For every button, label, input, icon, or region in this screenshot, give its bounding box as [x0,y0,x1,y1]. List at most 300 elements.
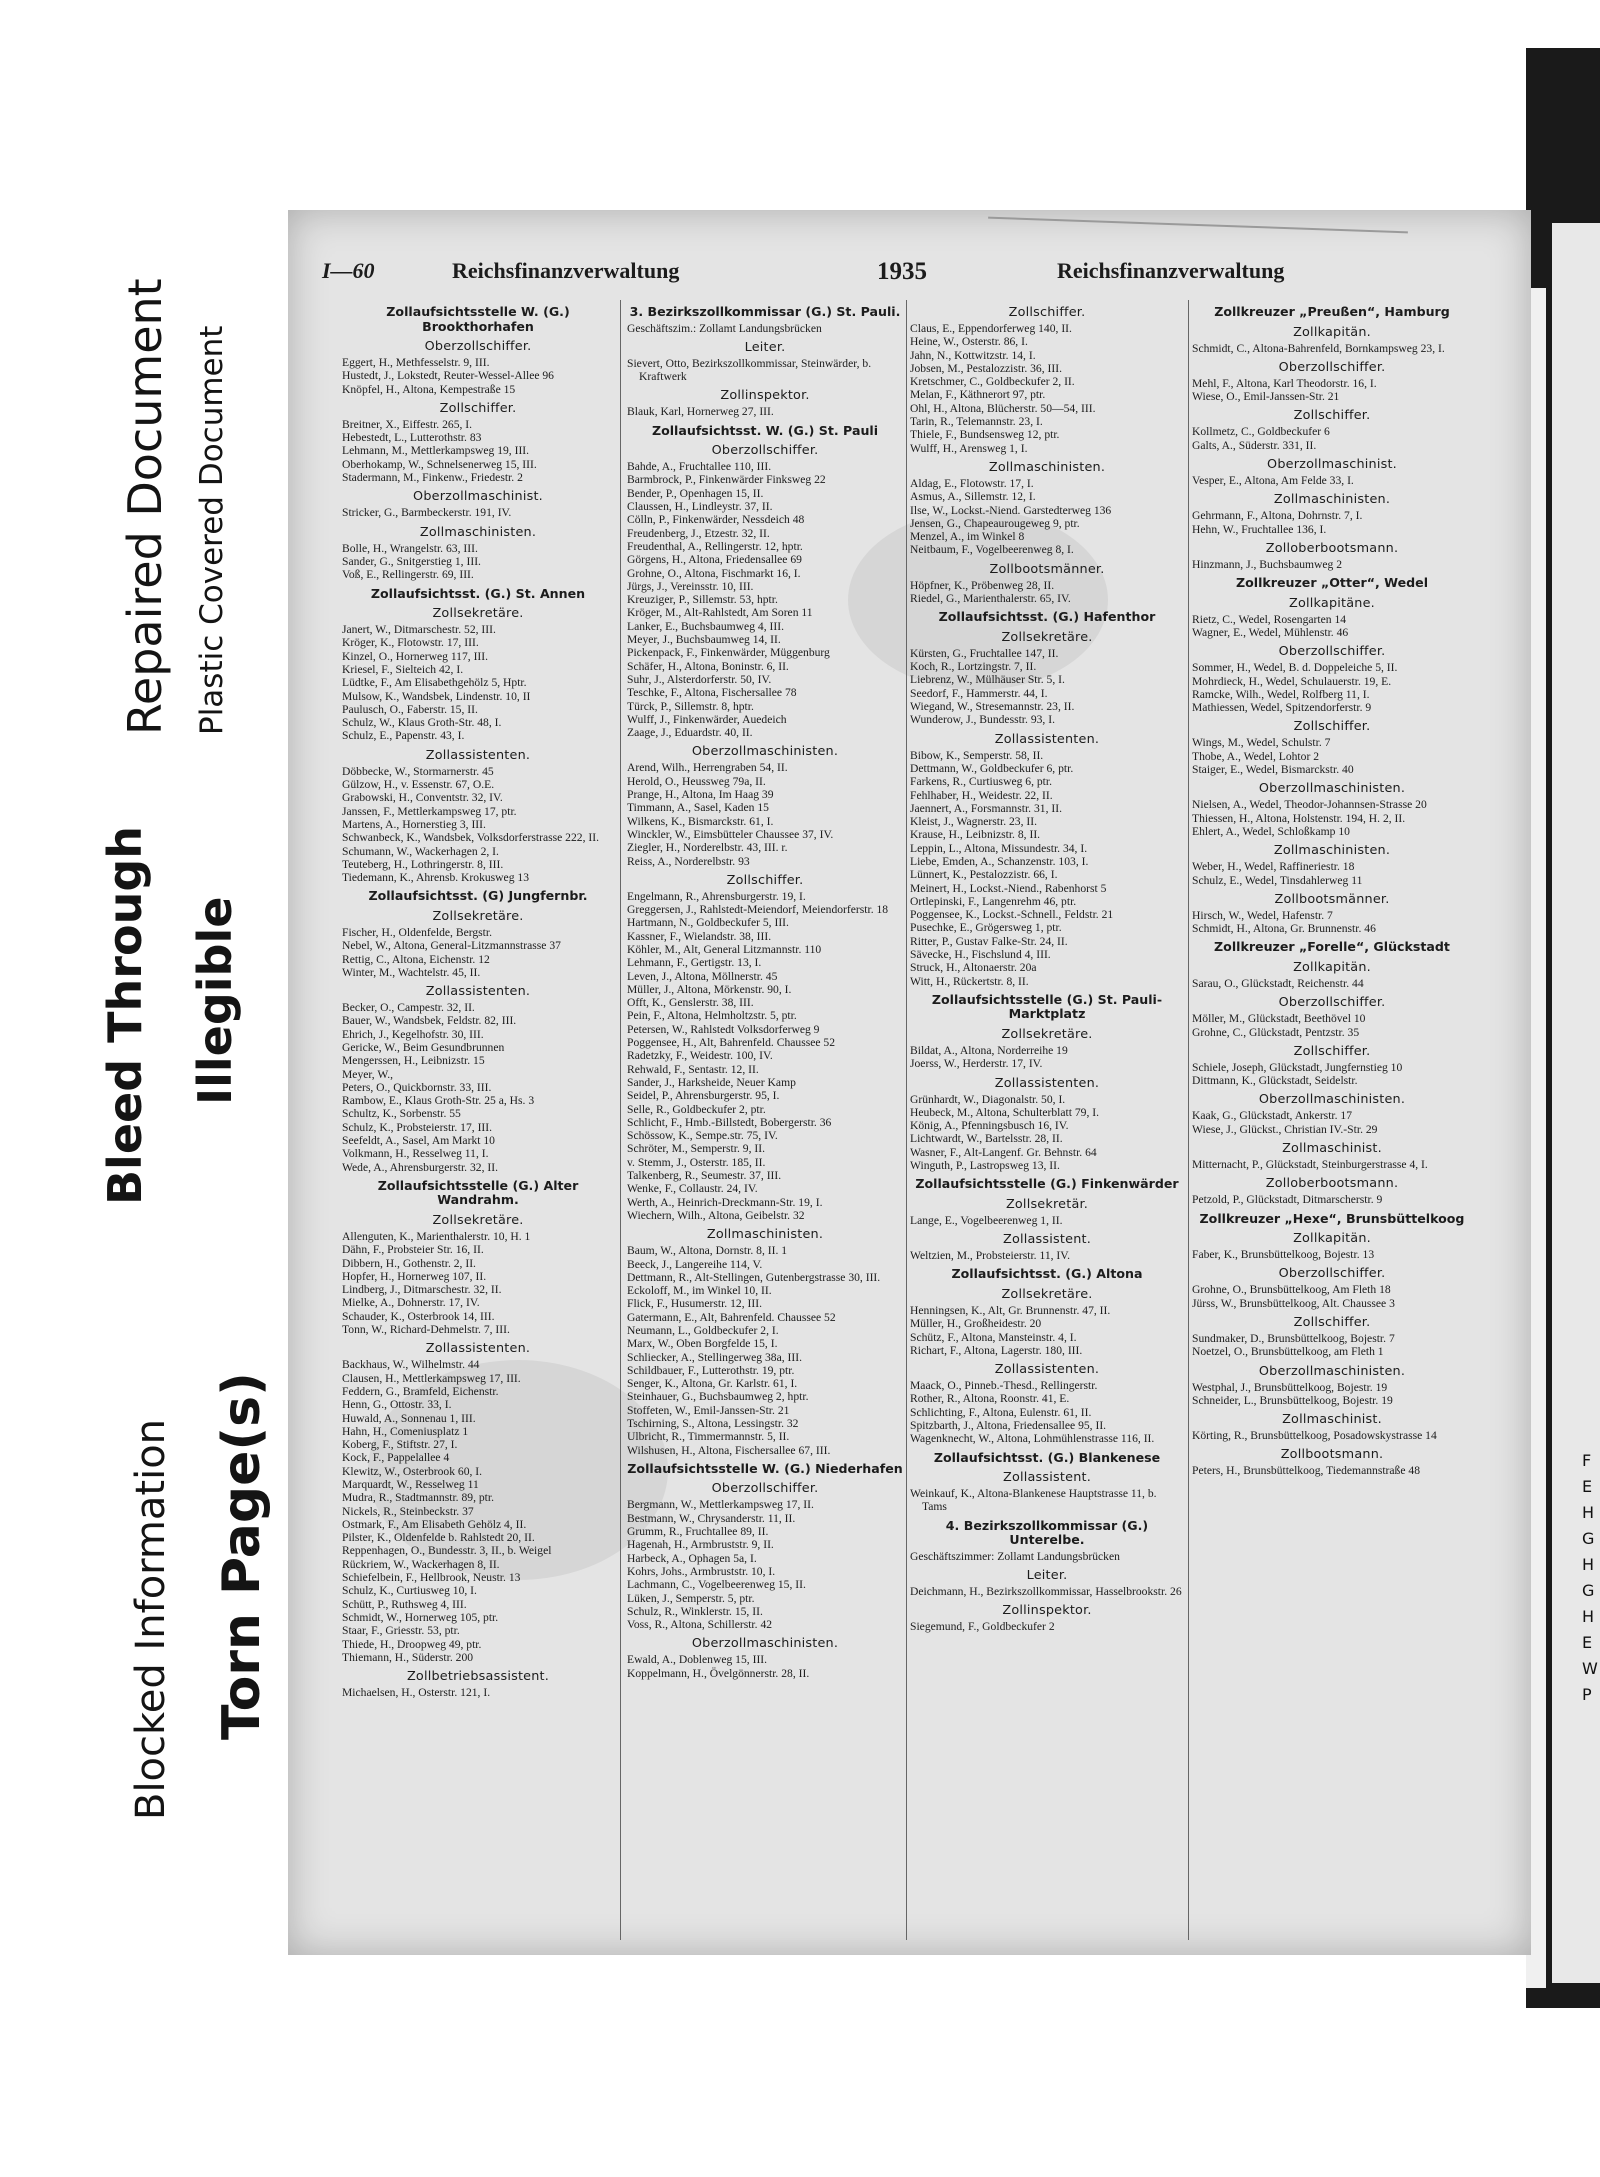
directory-entry: Körting, R., Brunsbüttelkoog, Posadowskystrasse 14 [1192,1429,1437,1443]
directory-entry: Jahn, N., Kottwitzstr. 14, I. [910,348,1036,362]
directory-entry: Offt, K., Genslerstr. 38, III. [627,996,754,1010]
directory-entry: Petersen, W., Rahlstedt Volksdorferweg 9 [627,1022,820,1036]
directory-entry: Grohne, O., Altona, Fischmarkt 16, I. [627,566,801,580]
directory-entry: Henningsen, K., Alt, Gr. Brunnenstr. 47, II. [910,1303,1111,1317]
directory-entry: Liebe, Emden, A., Schanzenstr. 103, I. [910,855,1089,868]
section-heading: Zollaufsichtsstelle (G.) Alter Wandrahm. [377,1177,579,1208]
directory-entry: Greggersen, J., Rahlstedt-Meiendorf, Meiendorferstr. 18 [627,903,889,917]
directory-entry: Lichtwardt, W., Bartelsstr. 28, II. [910,1132,1063,1146]
rank-subheading: Zollschiffer. [1008,305,1086,320]
directory-entry: Schulz, E., Wedel, Tinsdahlerweg 11 [1192,873,1363,887]
adjacent-page-letter: H [1582,1607,1595,1626]
rank-subheading: Zollassistenten. [994,731,1100,747]
directory-entry: Sommer, H., Wedel, B. d. Doppeleiche 5, II. [1192,661,1398,675]
directory-entry: Winguth, P., Lastropsweg 13, II. [910,1159,1060,1173]
directory-entry: Claussen, H., Lindleystr. 37, II. [627,500,773,514]
directory-entry: Huwald, A., Sonnenau 1, III. [342,1411,476,1425]
directory-entry: Melan, F., Käthnerort 97, ptr. [910,388,1046,402]
directory-entry: Poggensee, H., Alt, Bahrenfeld. Chaussee 52 [627,1036,836,1050]
directory-entry: Sundmaker, D., Brunsbüttelkoog, Bojestr. 7 [1192,1331,1395,1345]
directory-entry: Barmbrock, P., Finkenwärder Finksweg 22 [627,473,826,487]
directory-entry: Koch, R., Lortzingstr. 7, II. [910,660,1037,674]
rank-subheading: Zollsekretäre. [432,908,524,924]
adjacent-page-letter: G [1582,1529,1595,1548]
rank-subheading: Oberzollschiffer. [711,443,819,459]
directory-entry: Heine, W., Osterstr. 86, I. [910,335,1028,349]
directory-column-1 [342,300,614,1940]
directory-entry: Neitbaum, F., Vogelbeerenweg 8, I. [910,543,1074,557]
directory-entry: Schäfer, H., Altona, Boninstr. 6, II. [627,659,789,673]
adjacent-page-letter: G [1582,1581,1595,1600]
blocked-information-label: Blocked Information [128,1418,174,1820]
directory-entry: Klewitz, W., Osterbrook 60, I. [342,1464,483,1478]
directory-entry: Beeck, J., Langereihe 114, V. [627,1257,763,1271]
rank-subheading: Zollmaschinisten. [706,1227,824,1243]
directory-entry: Kriesel, F., Sielteich 42, I. [342,662,464,676]
torn-pages-label: Torn Page(s) [212,1372,272,1740]
directory-entry: Baum, W., Altona, Dornstr. 8, II. 1 [627,1244,788,1258]
directory-entry: Volkmann, H., Resselweg 11, I. [342,1147,489,1161]
directory-entry: Schlicht, F., Hmb.-Billstedt, Bobergerstr. 36 [627,1115,832,1129]
directory-entry: Gülzow, H., v. Essenstr. 67, O.E. [342,778,495,792]
directory-entry: Stricker, G., Barmbeckerstr. 191, IV. [342,506,512,520]
directory-entry: Mehl, F., Altona, Karl Theodorstr. 16, I. [1192,376,1377,390]
directory-entry: Aldag, E., Flotowstr. 17, I. [910,476,1034,490]
directory-entry: Wiegand, W., Stresemannstr. 23, II. [910,700,1075,714]
directory-entry: Fehlhaber, H., Weidestr. 22, II. [910,788,1053,802]
directory-entry: Weber, H., Wedel, Raffineriestr. 18 [1192,860,1355,874]
rank-subheading: Zollbootsmänner. [1274,891,1390,907]
directory-entry: Eggert, H., Methfesselstr. 9, III. [342,356,490,369]
rank-subheading: Zollinspektor. [1002,1603,1092,1619]
section-heading: Zollaufsichtsst. (G.) Blankenese [933,1449,1161,1465]
directory-entry: Ulbricht, R., Timmermannstr. 5, II. [627,1430,790,1444]
office-note: Geschäftszim.: Zollamt Landungsbrücken [627,321,822,335]
adjacent-page-letters [1582,1448,1600,1708]
section-heading: Zollaufsichtsstelle (G.) Finkenwärder [915,1176,1179,1192]
directory-entry: Thiede, H., Droopweg 49, ptr. [342,1637,482,1651]
directory-entry: Müller, H., Großheidestr. 20 [910,1317,1042,1331]
directory-entry: Tiedemann, K., Ahrensb. Krokusweg 13 [342,871,529,885]
directory-entry: Ramcke, Wilh., Wedel, Rolfberg 11, I. [1192,687,1370,701]
section-heading: Zollaufsichtsst. W. (G.) St. Pauli [651,422,879,438]
directory-entry: Ohl, H., Altona, Blücherstr. 50—54, III. [910,401,1096,415]
directory-entry: Schröter, M., Semperstr. 9, II. [627,1142,765,1156]
adjacent-page-letter: E [1582,1477,1593,1496]
directory-entry: Neumann, L., Goldbeckufer 2, I. [627,1324,779,1337]
directory-entry: Deichmann, H., Bezirkszollkommissar, Hasselbrookstr. 26 [910,1585,1182,1598]
directory-entry: Marx, W., Oben Borgfelde 15, I. [627,1337,778,1351]
directory-entry: Türck, P., Sillemstr. 8, hptr. [627,699,754,713]
directory-entry: Winter, M., Wachtelstr. 45, II. [342,965,481,979]
directory-entry: Voss, R., Altona, Schillerstr. 42 [627,1618,773,1632]
directory-entry: Wulff, H., Arensweg 1, I. [910,441,1028,455]
directory-entry: Hirsch, W., Wedel, Hafenstr. 7 [1192,908,1333,922]
directory-entry: Zaage, J., Eduardstr. 40, II. [627,726,753,740]
directory-entry: Michaelsen, H., Osterstr. 121, I. [342,1686,491,1700]
section-heading: Zollaufsichtsstelle W. (G.) Brookthorhafen [386,304,570,334]
rank-subheading: Zolloberbootsmann. [1265,1176,1399,1192]
section-heading: 4. Bezirkszollkommissar (G.) Unterelbe. [945,1517,1149,1548]
plastic-covered-label: Plastic Covered Document [194,325,230,735]
office-note: Geschäftszimmer: Zollamt Landungsbrücken [910,1549,1120,1563]
directory-entry: Sievert, Otto, Bezirkszollkommissar, Steinwärder, b. Kraftwerk [627,356,872,384]
rank-subheading: Oberzollschiffer. [1278,995,1386,1011]
directory-entry: Pusechke, E., Grögersweg 1, ptr. [910,921,1062,935]
illegible-label: Illegible [188,896,242,1105]
directory-entry: Suhr, J., Alsterdorferstr. 50, IV. [627,672,772,686]
directory-entry: Marquardt, W., Resselweg 11 [342,1478,479,1491]
directory-entry: Kassner, F., Wielandstr. 38, III. [627,929,772,943]
rank-subheading: Zollschiffer. [1293,408,1371,424]
directory-entry: Mielke, A., Dohnerstr. 17, IV. [342,1296,480,1310]
directory-entry: Farkens, R., Curtiusweg 6, ptr. [910,775,1053,789]
directory-entry: Steinhauer, G., Buchsbaumweg 2, hptr. [627,1390,809,1404]
directory-entry: Martens, A., Hornerstieg 3, III. [342,817,486,831]
directory-entry: Jaennert, A., Forsmannstr. 31, II. [910,801,1062,815]
directory-entry: Hartmann, N., Goldbeckufer 5, III. [627,916,789,930]
directory-entry: Wiese, J., Glückst., Christian IV.-Str. 29 [1192,1122,1378,1136]
directory-entry: Prange, H., Altona, Im Haag 39 [627,788,774,802]
directory-entry: Breitner, X., Eiffestr. 265, I. [342,417,473,431]
directory-entry: Engelmann, R., Ahrensburgerstr. 19, I. [627,889,806,903]
directory-entry: Dettmann, W., Goldbeckufer 6, ptr. [910,761,1074,775]
directory-entry: Lüken, J., Semperstr. 5, ptr. [627,1591,755,1605]
directory-entry: Lindberg, J., Ditmarschestr. 32, II. [342,1283,502,1297]
directory-entry: Gatermann, E., Alt, Bahrenfeld. Chaussee 52 [627,1310,836,1324]
section-heading: Zollaufsichtsst. (G.) Altona [951,1266,1143,1282]
directory-entry: Döbbecke, W., Stormarnerstr. 45 [342,764,494,778]
directory-entry: Lachmann, C., Vogelbeerenweg 15, II. [627,1578,806,1592]
directory-entry: Weltzien, M., Probsteierstr. 11, IV. [910,1249,1071,1263]
rank-subheading: Zollmaschinisten. [419,524,537,540]
directory-entry: Jürss, W., Brunsbüttelkoog, Alt. Chaussee 3 [1192,1296,1395,1310]
directory-entry: Schildbauer, F., Lutterothstr. 19, ptr. [627,1363,795,1377]
directory-entry: Dähn, F., Probsteier Str. 16, II. [342,1243,484,1257]
directory-entry: Wasner, F., Alt-Langenf. Gr. Behnstr. 64 [910,1145,1097,1159]
directory-entry: Becker, O., Campestr. 32, II. [342,1001,475,1015]
rank-subheading: Oberzollschiffer. [1278,359,1386,375]
directory-entry: Leppin, L., Altona, Missundestr. 34, I. [910,841,1088,855]
directory-entry: Nielsen, A., Wedel, Theodor-Johannsen-Strasse 20 [1192,798,1427,812]
directory-entry: Wunderow, J., Bundesstr. 93, I. [910,713,1055,727]
directory-entry: Wulff, J., Finkenwärder, Auedeich [627,712,787,726]
directory-entry: Schliecker, A., Stellingerweg 38a, III. [627,1350,802,1364]
rank-subheading: Zollschiffer. [726,872,804,888]
directory-entry: Joerss, W., Herderstr. 17, IV. [910,1057,1043,1071]
directory-entry: Schiele, Joseph, Glückstadt, Jungfernstieg 10 [1192,1060,1403,1074]
directory-entry: Clausen, H., Mettlerkampsweg 17, III. [342,1371,521,1385]
rank-subheading: Zollbetriebsassistent. [406,1669,550,1685]
directory-entry: Reppenhagen, O., Bundesstr. 3, II., b. Weigel [342,1544,552,1558]
header-title-right: Reichsfinanzverwaltung [1057,258,1285,283]
directory-entry: Menzel, A., im Winkel 8 [910,530,1025,544]
rank-subheading: Zollassistent. [1003,1470,1091,1486]
directory-entry: Allenguten, K., Marienthalerstr. 10, H. 1 [342,1229,531,1243]
rank-subheading: Oberzollschiffer. [1278,644,1386,660]
section-heading: Zollaufsichtsst. (G.) St. Annen [370,585,586,601]
directory-entry: Kollmetz, C., Goldbeckufer 6 [1192,425,1330,439]
directory-entry: Janert, W., Ditmarschestr. 52, III. [342,623,496,637]
directory-entry: Weinkauf, K., Altona-Blankenese Hauptstrasse 11, b. Tams [910,1487,1157,1514]
directory-entry: Asmus, A., Sillemstr. 12, I. [910,490,1036,504]
directory-entry: Claus, E., Eppendorferweg 140, II. [910,322,1072,335]
directory-entry: Jürgs, J., Vereinsstr. 10, III. [627,579,754,593]
directory-entry: Werth, A., Heinrich-Dreckmann-Str. 19, I. [627,1195,823,1209]
directory-entry: Wagenknecht, W., Altona, Lohmühlenstrasse 116, II. [910,1432,1155,1446]
directory-entry: Mohrdieck, H., Wedel, Schulauerstr. 19, E. [1192,674,1392,688]
directory-entry: Grumm, R., Fruchtallee 89, II. [627,1525,769,1539]
directory-entry: Freudenberg, J., Etzestr. 32, II. [627,526,770,540]
directory-entry: Selle, R., Goldbeckufer 2, ptr. [627,1102,766,1116]
rank-subheading: Oberzollmaschinisten. [1258,1363,1406,1379]
adjacent-page-letter: H [1582,1555,1595,1574]
rank-subheading: Zollmaschinisten. [1273,843,1391,859]
directory-entry: Schulz, K., Curtiusweg 10, I. [342,1584,477,1598]
directory-entry: Grohne, C., Glückstadt, Pentzstr. 35 [1192,1025,1360,1039]
rank-subheading: Zollsekretäre. [432,1212,524,1228]
directory-entry: Herold, O., Heussweg 79a, II. [627,774,766,788]
directory-entry: Bestmann, W., Chrysanderstr. 11, II. [627,1511,796,1525]
section-heading: 3. Bezirkszollkommissar (G.) St. Pauli. [629,304,901,319]
directory-entry: Janssen, F., Mettlerkampsweg 17, ptr. [342,804,517,818]
rank-subheading: Zollkapitän. [1293,959,1371,975]
directory-entry: Ortlepinski, F., Langenrehm 46, ptr. [910,894,1077,908]
rank-subheading: Zollsekretäre. [1001,1026,1093,1042]
directory-entry: Rückriem, W., Wackerhagen 8, II. [342,1557,500,1571]
directory-entry: Meyer, J., Buchsbaumweg 14, II. [627,633,781,647]
adjacent-page-letter: W [1582,1659,1598,1678]
section-heading: Zollkreuzer „Forelle“, Glückstadt [1214,939,1450,955]
directory-entry: Thiessen, H., Altona, Holstenstr. 194, H. 2, II. [1192,811,1406,825]
directory-entry: Meyer, W., [342,1067,394,1081]
rank-subheading: Oberzollschiffer. [424,339,532,354]
directory-entry: Schmidt, C., Altona-Bahrenfeld, Bornkampsweg 23, I. [1192,341,1445,355]
directory-entry: Voß, E., Rellingerstr. 69, III. [342,568,474,582]
directory-entry: Ziegler, H., Norderelbstr. 43, III. r. [627,841,788,855]
directory-entry: Sarau, O., Glückstadt, Reichenstr. 44 [1192,976,1364,990]
column-divider [620,300,621,1940]
rank-subheading: Zollmaschinist. [1282,1412,1382,1428]
directory-entry: Schütt, P., Ruthsweg 4, III. [342,1597,467,1611]
directory-entry: Teschke, F., Altona, Fischersallee 78 [627,686,797,700]
directory-entry: Bergmann, W., Mettlerkampsweg 17, II. [627,1498,814,1512]
directory-entry: Stadermann, M., Finkenw., Friedestr. 2 [342,471,523,485]
directory-entry: Schulz, K., Probsteierstr. 17, III. [342,1120,493,1134]
directory-entry: Gericke, W., Beim Gesundbrunnen [342,1040,505,1054]
directory-entry: Ostmark, F., Am Elisabeth Gehölz 4, II. [342,1517,527,1531]
directory-entry: Fischer, H., Oldenfelde, Bergstr. [342,925,493,939]
directory-column-3 [910,300,1184,1940]
directory-entry: Poggensee, K., Lockst.-Schnell., Feldstr. 21 [910,908,1114,922]
directory-entry: Richart, F., Altona, Lagerstr. 180, III. [910,1343,1083,1357]
directory-entry: Gehrmann, F., Altona, Dohrnstr. 7, I. [1192,509,1363,523]
directory-entry: Vesper, E., Altona, Am Felde 33, I. [1192,473,1354,487]
directory-entry: Jensen, G., Chapeaurougeweg 9, ptr. [910,516,1080,530]
directory-entry: Kürsten, G., Fruchtallee 147, II. [910,646,1059,660]
directory-entry: Staar, F., Griesstr. 53, ptr. [342,1624,460,1638]
directory-entry: Noetzel, O., Brunsbüttelkoog, am Fleth 1 [1192,1345,1384,1359]
rank-subheading: Zollbootsmann. [1280,1447,1384,1463]
directory-entry: Wiechern, Wilh., Altona, Geibelstr. 32 [627,1208,805,1222]
directory-entry: Knöpfel, H., Altona, Kempestraße 15 [342,382,516,396]
directory-entry: Kröger, M., Alt-Rahlstedt, Am Soren 11 [627,606,813,620]
directory-entry: Sander, J., Harksheide, Neuer Kamp [627,1075,796,1089]
rank-subheading: Zollbootsmänner. [989,561,1105,577]
directory-entry: Schulz, R., Winklerstr. 15, II. [627,1604,763,1618]
directory-entry: Arend, Wilh., Herrengraben 54, II. [627,761,788,775]
directory-entry: Dibbern, H., Gothenstr. 2, II. [342,1256,476,1270]
directory-entry: Winckler, W., Eimsbütteler Chaussee 37, IV. [627,827,834,841]
directory-entry: Struck, H., Altonaerstr. 20a [910,961,1037,975]
directory-entry: Kaak, G., Glückstadt, Ankerstr. 17 [1192,1109,1353,1123]
directory-entry: Dettmann, R., Alt-Stellingen, Gutenbergstrasse 30, III. [627,1270,881,1284]
rank-subheading: Oberzollschiffer. [1278,1266,1386,1282]
directory-entry: Teuteberg, H., Lothringerstr. 8, III. [342,857,504,871]
directory-entry: Bauer, W., Wandsbek, Feldstr. 82, III. [342,1014,517,1028]
directory-entry: Kinzel, O., Hornerweg 117, III. [342,649,489,663]
directory-entry: Mathiessen, Wedel, Spitzendorferstr. 9 [1192,701,1372,715]
directory-entry: Lehmann, F., Gertigstr. 13, I. [627,956,762,970]
directory-entry: Peters, H., Brunsbüttelkoog, Tiedemannstraße 48 [1192,1464,1420,1478]
directory-entry: Lehmann, M., Mettlerkampsweg 19, III. [342,444,530,458]
directory-entry: Harbeck, A., Ophagen 5a, I. [627,1551,757,1565]
directory-entry: Schütz, F., Altona, Mansteinstr. 4, I. [910,1330,1077,1344]
directory-entry: Heubeck, M., Altona, Schulterblatt 79, I. [910,1105,1100,1119]
directory-entry: Grohne, O., Brunsbüttelkoog, Am Fleth 18 [1192,1283,1391,1297]
page-header [322,258,1322,288]
directory-entry: Bender, P., Openhagen 15, II. [627,486,764,500]
rank-subheading: Oberzollschiffer. [711,1481,819,1497]
rank-subheading: Zollassistenten. [425,747,531,763]
directory-entry: Ritter, P., Gustav Falke-Str. 24, II. [910,934,1068,948]
directory-entry: Pickenpack, F., Finkenwärder, Müggenburg [627,646,830,660]
directory-entry: Mitternacht, P., Glückstadt, Steinburgerstrasse 4, I. [1192,1158,1428,1171]
rank-subheading: Oberzollmaschinisten. [691,744,839,760]
directory-entry: Backhaus, W., Wilhelmstr. 44 [342,1358,480,1372]
directory-entry: Kretschmer, C., Goldbeckufer 2, II. [910,375,1075,389]
directory-entry: Hagenah, H., Armbruststr. 9, II. [627,1538,774,1552]
rank-subheading: Zollsekretäre. [432,606,524,622]
adjacent-page-letter: P [1582,1685,1592,1704]
rank-subheading: Oberzollmaschinist. [413,489,543,505]
directory-entry: Schössow, K., Sempe.str. 75, IV. [627,1129,778,1143]
rank-subheading: Zollinspektor. [720,388,810,404]
directory-entry: Lünnert, K., Pestalozzistr. 66, I. [910,868,1058,882]
adjacent-page-letter: F [1582,1451,1592,1470]
section-heading: Zollaufsichtsstelle W. (G.) Niederhafen [627,1460,903,1476]
directory-entry: Staiger, E., Wedel, Bismarckstr. 40 [1192,763,1354,777]
directory-entry: Paulusch, O., Faberstr. 15, II. [342,702,478,716]
rank-subheading: Zollsekretär. [1005,1196,1089,1212]
directory-entry: Witt, H., Rückertstr. 8, II. [910,974,1029,988]
section-heading: Zollaufsichtsst. (G.) Hafenthor [938,609,1156,625]
directory-entry: Grünhardt, W., Diagonalstr. 50, I. [910,1092,1066,1106]
rank-subheading: Zollkapitäne. [1289,595,1375,611]
directory-entry: Feddern, G., Bramfeld, Eichenstr. [342,1384,499,1398]
directory-entry: Reiss, A., Norderelbstr. 93 [627,854,750,868]
directory-entry: Rehwald, F., Sentastr. 12, II. [627,1062,759,1076]
directory-entry: Schultz, K., Sorbenstr. 55 [342,1107,461,1121]
directory-entry: Eckoloff, M., im Winkel 10, II. [627,1284,772,1298]
directory-entry: Thobe, A., Wedel, Lohtor 2 [1192,749,1320,763]
directory-entry: Seidel, P., Ahrensburgerstr. 95, I. [627,1089,780,1103]
rank-subheading: Zollmaschinisten. [988,459,1106,475]
rank-subheading: Leiter. [744,339,786,355]
rank-subheading: Oberzollmaschinist. [1267,456,1397,472]
directory-entry: Seefeldt, A., Sasel, Am Markt 10 [342,1134,495,1148]
directory-entry: Wilshusen, H., Altona, Fischersallee 67, III. [627,1443,831,1457]
adjacent-page-letter: E [1582,1633,1593,1652]
rank-subheading: Zollassistenten. [425,1341,531,1357]
directory-entry: Ehrich, J., Kegelhofstr. 30, III. [342,1027,484,1041]
directory-entry: Hopfer, H., Hornerweg 107, II. [342,1269,487,1283]
column-divider [1188,300,1189,1940]
directory-entry: v. Stemm, J., Osterstr. 185, II. [627,1155,766,1169]
directory-entry: Görgens, H., Altona, Friedensallee 69 [627,553,802,567]
directory-entry: Tschirning, S., Altona, Lessingstr. 32 [627,1417,799,1431]
header-title-left: Reichsfinanzverwaltung [452,258,680,283]
directory-entry: Ehlert, A., Wedel, Schloßkamp 10 [1192,824,1350,838]
rank-subheading: Zollmaschinist. [1282,1141,1382,1156]
page-number: I—60 [322,258,375,283]
directory-entry: Pein, F., Altona, Helmholtzstr. 5, ptr. [627,1009,797,1023]
directory-entry: Lüdtke, F., Am Elisabethgehölz 5, Hptr. [342,676,527,690]
rank-subheading: Oberzollmaschinisten. [691,1636,839,1652]
directory-entry: Westphal, J., Brunsbüttelkoog, Bojestr. 19 [1192,1380,1388,1394]
directory-column-4 [1192,300,1472,1940]
directory-entry: Blauk, Karl, Hornerweg 27, III. [627,405,774,419]
directory-entry: Kreuziger, P., Sillemstr. 53, hptr. [627,593,778,607]
directory-entry: Koppelmann, H., Övelgönnerstr. 28, II. [627,1666,810,1680]
directory-entry: Wiese, O., Emil-Janssen-Str. 21 [1192,390,1340,404]
directory-entry: Pilster, K., Oldenfelde b. Rahlstedt 20, II. [342,1531,535,1545]
directory-entry: Schiefelbein, F., Hellbrook, Neustr. 13 [342,1571,521,1585]
header-year: 1935 [877,258,927,285]
rank-subheading: Zollassistenten. [425,984,531,1000]
right-scan-edge [1526,48,1600,2008]
directory-entry: Liebrenz, W., Mülhäuser Str. 5, I. [910,673,1065,687]
rank-subheading: Zollschiffer. [1293,1314,1371,1330]
directory-entry: Möller, M., Glückstadt, Beethövel 10 [1192,1012,1366,1026]
directory-entry: Kröger, K., Flotowstr. 17, III. [342,636,479,650]
directory-entry: Cölln, P., Finkenwärder, Nessdeich 48 [627,513,805,527]
directory-entry: Schumann, W., Wackerhagen 2, I. [342,844,499,858]
directory-entry: Rietz, C., Wedel, Rosengarten 14 [1192,612,1347,626]
directory-entry: Timmann, A., Sasel, Kaden 15 [627,801,769,815]
rank-subheading: Zollsekretäre. [1001,629,1093,645]
directory-entry: Höpfner, K., Pröbenweg 28, II. [910,578,1055,592]
section-heading: Zollkreuzer „Otter“, Wedel [1235,575,1429,591]
directory-entry: Ewald, A., Doblenweg 15, III. [627,1653,768,1667]
directory-entry: Peters, O., Quickbornstr. 33, III. [342,1080,492,1094]
directory-entry: Oberhokamp, W., Schnelsenerweg 15, III. [342,457,537,471]
directory-entry: Lanker, E., Buchsbaumweg 4, III. [627,619,784,633]
directory-entry: Petzold, P., Glückstadt, Ditmarscherstr. 9 [1192,1193,1383,1207]
directory-entry: Tonn, W., Richard-Dehmelstr. 7, III. [342,1323,510,1337]
directory-entry: Meinert, H., Lockst.-Niend., Rabenhorst 5 [910,881,1107,895]
bleed-through-label: Bleed Through [98,825,152,1205]
directory-entry: Wenke, F., Collaustr. 24, IV. [627,1182,758,1196]
directory-entry: Sävecke, H., Fischslund 4, III. [910,948,1051,962]
section-heading: Zollaufsichtsstelle (G.) St. Pauli-Marktplatz [931,991,1163,1022]
directory-entry: Mengerssen, H., Leibnizstr. 15 [342,1054,485,1068]
rank-subheading: Zollmaschinisten. [1273,492,1391,508]
directory-entry: Faber, K., Brunsbüttelkoog, Bojestr. 13 [1192,1248,1375,1262]
directory-entry: Schmidt, H., Altona, Gr. Brunnenstr. 46 [1192,922,1376,936]
directory-entry: Hehn, W., Fruchtallee 136, I. [1192,522,1327,536]
directory-entry: Schulz, E., Papenstr. 43, I. [342,729,465,743]
